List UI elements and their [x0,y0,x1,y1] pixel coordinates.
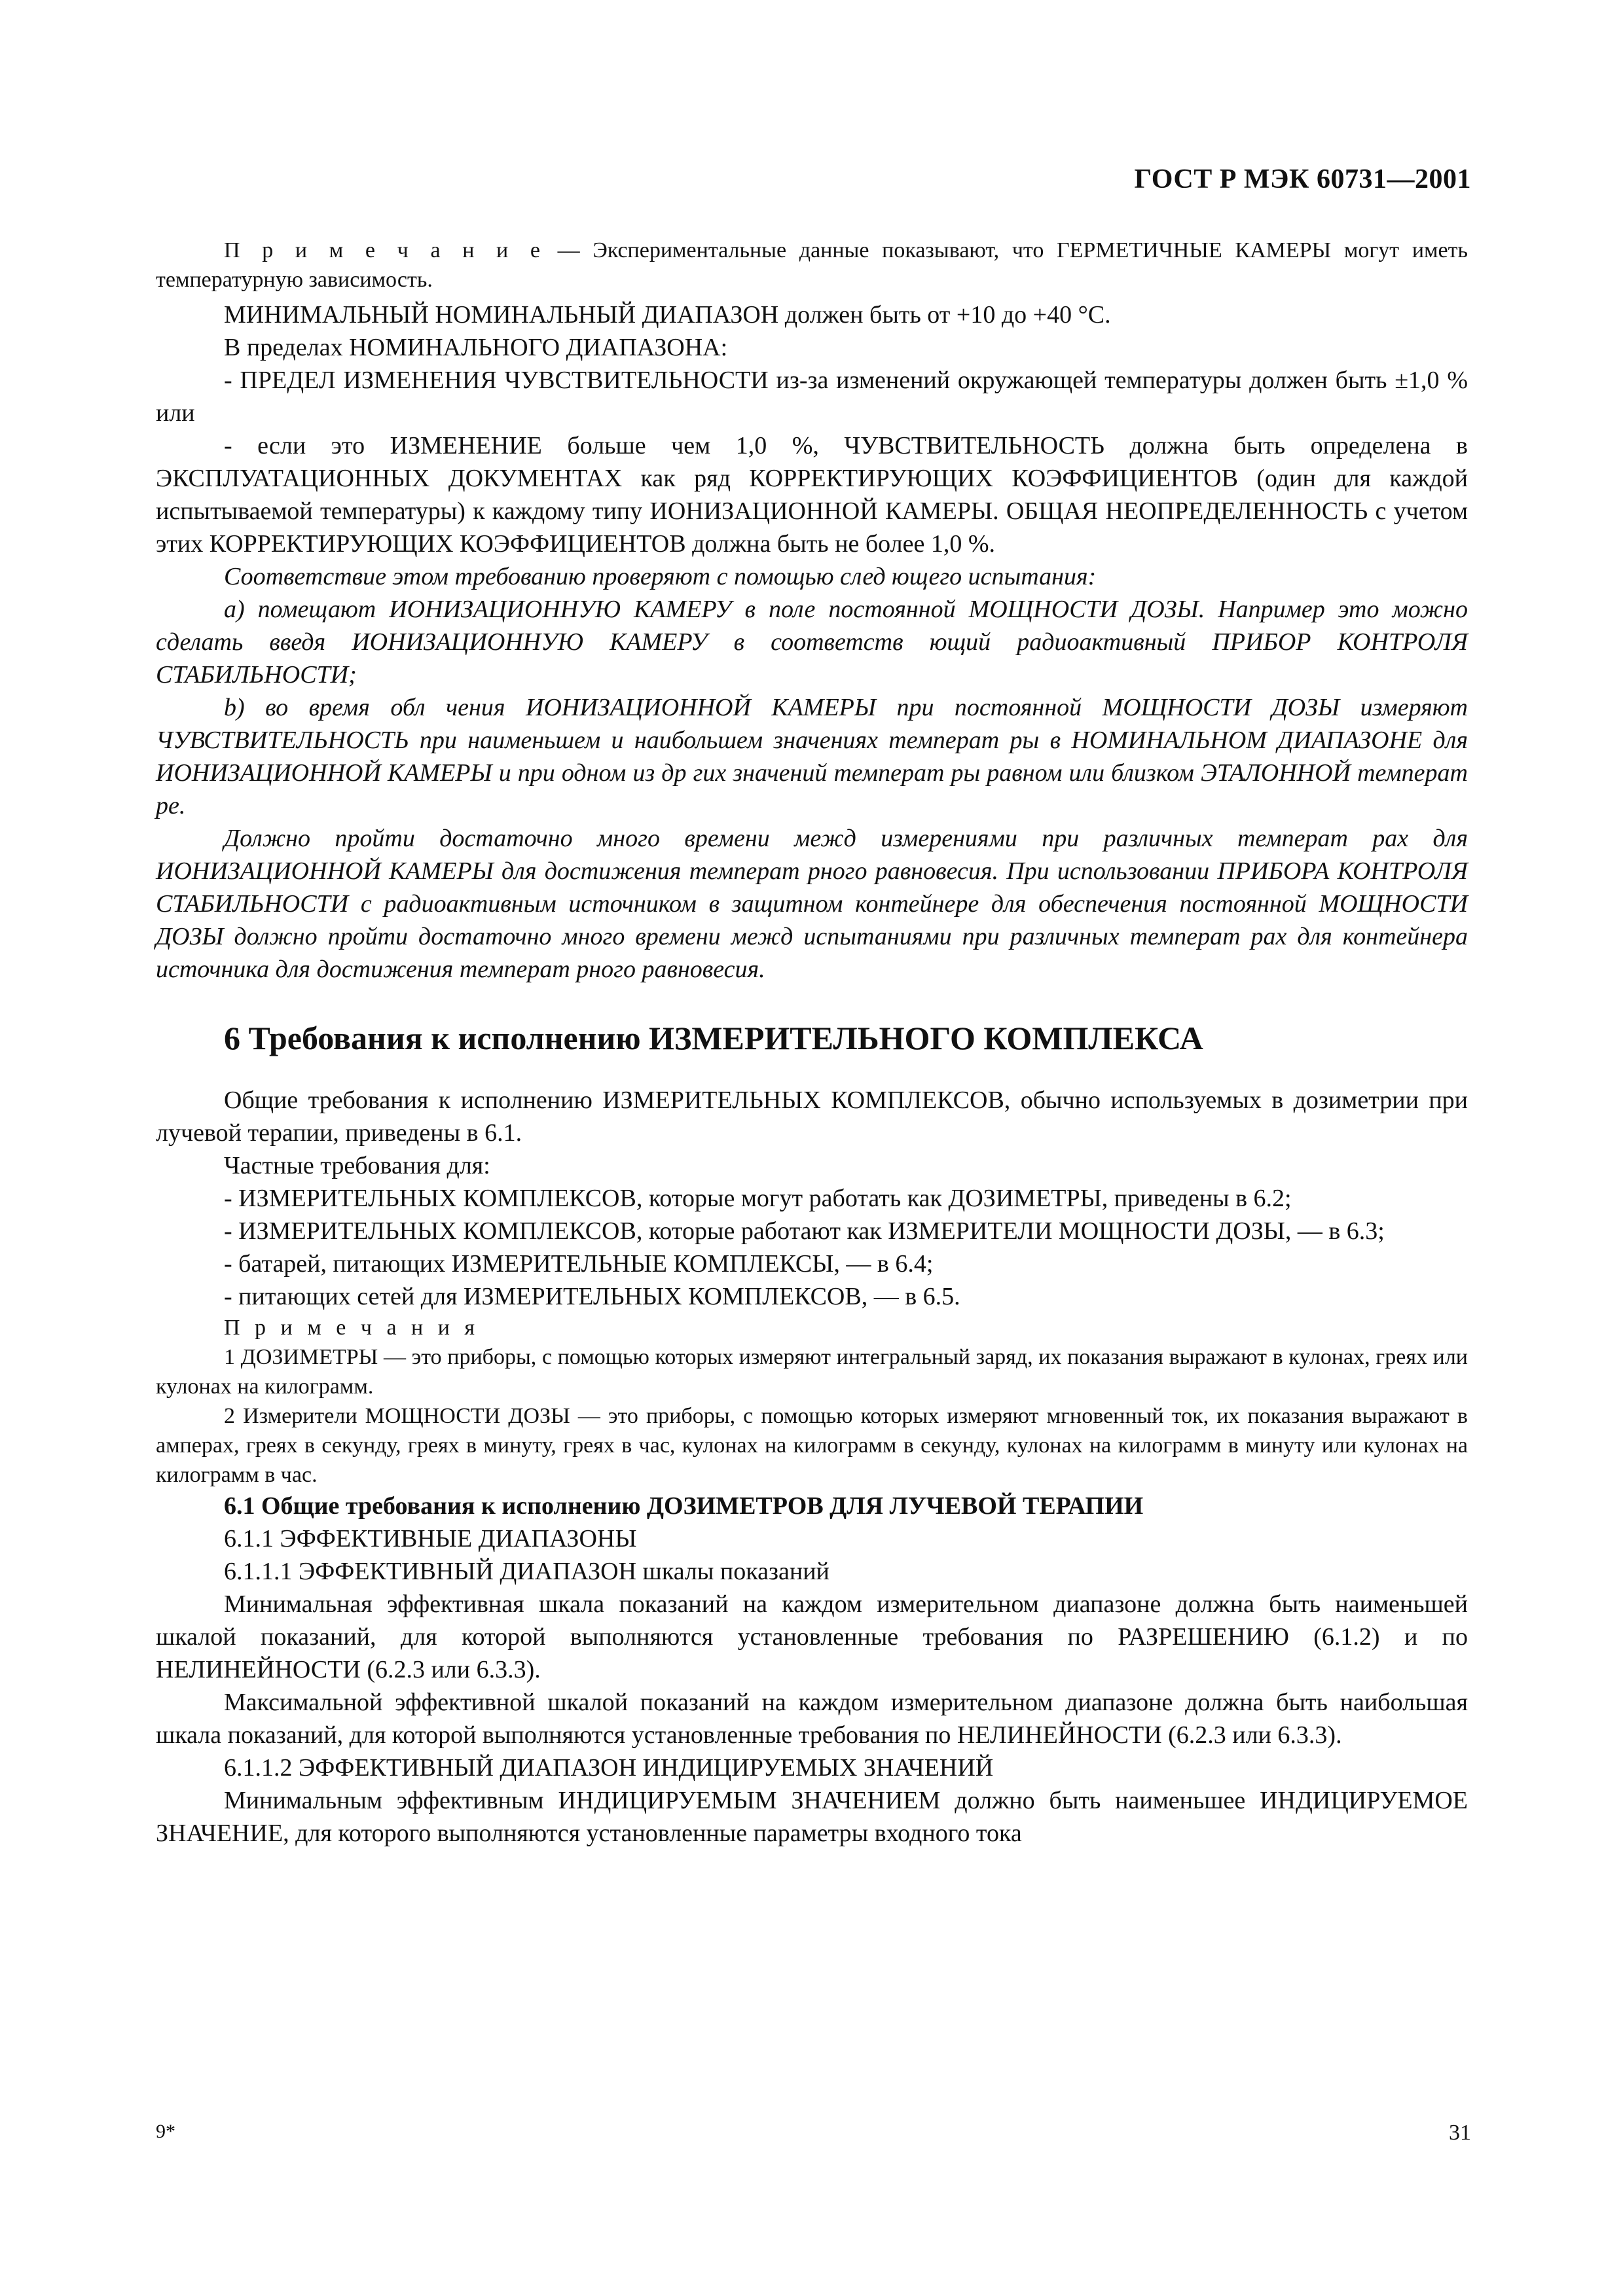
paragraph: Частные требования для: [224,1152,490,1179]
footer-signature-mark: 9* [156,2121,175,2142]
paragraph: - ИЗМЕРИТЕЛЬНЫХ КОМПЛЕКСОВ, которые работают как ИЗМЕРИТЕЛИ МОЩНОСТИ ДОЗЫ, — в 6.3; [224,1217,1385,1245]
paragraph: 6.1.1.2 ЭФФЕКТИВНЫЙ ДИАПАЗОН ИНДИЦИРУЕМЫХ ЗНАЧЕНИЙ [224,1754,994,1782]
note-text: — Экспериментальные данные показывают, что ГЕРМЕТИЧНЫЕ КАМЕРЫ могут иметь температурную зависимость. [156,238,1468,292]
paragraph: а) помещают ИОНИЗАЦИОННУЮ КАМЕРУ в поле постоянной МОЩНОСТИ ДОЗЫ. Например это можно сделать введя ИОНИЗАЦИОННУЮ КАМЕРУ в соответств ющий радиоактивный ПРИБОР КОНТРОЛЯ СТАБИЛЬНОСТИ; [156,596,1468,689]
note-item: 1 ДОЗИМЕТРЫ — это приборы, с помощью которых измеряют интегральный заряд, их показания выражают в кулонах, греях или кулонах на килограмм. [156,1345,1468,1399]
paragraph: Минимальным эффективным ИНДИЦИРУЕМЫМ ЗНАЧЕНИЕМ должно быть наименьшее ИНДИЦИРУЕМОЕ ЗНАЧЕНИЕ, для которого выполняются установленные параметры входного тока [156,1787,1468,1847]
section-heading: 6 Требования к исполнению ИЗМЕРИТЕЛЬНОГО КОМПЛЕКСА [224,1020,1203,1056]
paragraph: Должно пройти достаточно много времени межд измерениями при различных температ рах для ИОНИЗАЦИОННОЙ КАМЕРЫ для достижения температ рного равновесия. При использовании ПРИБОРА КОНТРОЛЯ СТАБИЛЬНОСТИ с радиоактивным источником в защитном контейнере для обеспечения постоянной МОЩНОСТИ ДОЗЫ должно пройти достаточно много времени межд испытаниями при различных температ рах для контейнера источника для достижения температ рного равновесия. [156,825,1468,983]
paragraph: 6.1.1.1 ЭФФЕКТИВНЫЙ ДИАПАЗОН шкалы показаний [224,1558,830,1585]
paragraph: - ИЗМЕРИТЕЛЬНЫХ КОМПЛЕКСОВ, которые могут работать как ДОЗИМЕТРЫ, приведены в 6.2; [224,1185,1292,1212]
paragraph: Минимальная эффективная шкала показаний на каждом измерительном диапазоне должна быть наименьшей шкалой показаний, для которой выполняются установленные требования по РАЗРЕШЕНИЮ (6.1.2) и по НЕЛИНЕЙНОСТИ (6.2.3 или 6.3.3). [156,1590,1468,1683]
paragraph: - если это ИЗМЕНЕНИЕ больше чем 1,0 %, ЧУВСТВИТЕЛЬНОСТЬ должна быть определена в ЭКСПЛУАТАЦИОННЫХ ДОКУМЕНТАХ как ряд КОРРЕКТИРУЮЩИХ КОЭФФИЦИЕНТОВ (один для каждой испытываемой температуры) к каждому типу ИОНИЗАЦИОННОЙ КАМЕРЫ. ОБЩАЯ НЕОПРЕДЕЛЕННОСТЬ с учетом этих КОРРЕКТИРУЮЩИХ КОЭФФИЦИЕНТОВ должна быть не более 1,0 %. [156,432,1468,558]
paragraph: В пределах НОМИНАЛЬНОГО ДИАПАЗОНА: [224,334,728,361]
paragraph: Соответствие этом требованию проверяют с помощью след ющего испытания: [224,563,1097,590]
paragraph: - ПРЕДЕЛ ИЗМЕНЕНИЯ ЧУВСТВИТЕЛЬНОСТИ из-за изменений окружающей температуры должен быть ±1,0 % или [156,367,1468,427]
note-item: 2 Измерители МОЩНОСТИ ДОЗЫ — это приборы, с помощью которых измеряют мгновенный ток, их показания выражают в амперах, греях в секунду, греях в минуту, греях в час, кулонах на килограмм в секунду, кулонах на килограмм в минуту или кулонах на килограмм в час. [156,1404,1468,1487]
note-label: П р и м е ч а н и е [224,238,545,262]
document-header: ГОСТ Р МЭК 60731—2001 [1134,164,1471,194]
paragraph: - батарей, питающих ИЗМЕРИТЕЛЬНЫЕ КОМПЛЕКСЫ, — в 6.4; [224,1250,934,1278]
subsection-heading: 6.1 Общие требования к исполнению ДОЗИМЕТРОВ ДЛЯ ЛУЧЕВОЙ ТЕРАПИИ [224,1492,1144,1520]
paragraph: Общие требования к исполнению ИЗМЕРИТЕЛЬНЫХ КОМПЛЕКСОВ, обычно используемых в дозиметрии при лучевой терапии, приведены в 6.1. [156,1086,1468,1147]
page-number: 31 [1449,2121,1471,2145]
note-paragraph [156,236,1468,295]
paragraph: 6.1.1 ЭФФЕКТИВНЫЕ ДИАПАЗОНЫ [224,1525,637,1552]
document-body [156,236,1468,1850]
paragraph: - питающих сетей для ИЗМЕРИТЕЛЬНЫХ КОМПЛЕКСОВ, — в 6.5. [224,1283,960,1310]
paragraph: Максимальной эффективной шкалой показаний на каждом измерительном диапазоне должна быть наибольшая шкала показаний, для которой выполняются установленные требования по НЕЛИНЕЙНОСТИ (6.2.3 или 6.3.3). [156,1689,1468,1749]
notes-label: П р и м е ч а н и я [224,1316,480,1340]
paragraph: b) во время обл чения ИОНИЗАЦИОННОЙ КАМЕРЫ при постоянной МОЩНОСТИ ДОЗЫ измеряют ЧУВСТВИТЕЛЬНОСТЬ при наименьшем и наибольшем значениях температ ры в НОМИНАЛЬНОМ ДИАПАЗОНЕ для ИОНИЗАЦИОННОЙ КАМЕРЫ и при одном из др гих значений температ ры равном или близком ЭТАЛОННОЙ температ ре. [156,694,1468,819]
paragraph: МИНИМАЛЬНЫЙ НОМИНАЛЬНЫЙ ДИАПАЗОН должен быть от +10 до +40 °С. [224,301,1111,329]
